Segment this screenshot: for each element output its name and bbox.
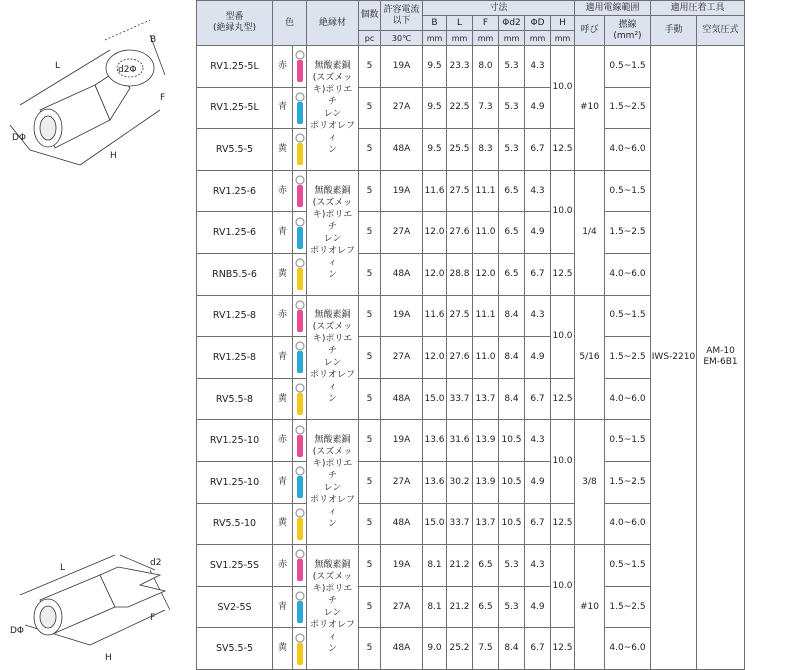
cell-F: 13.7: [473, 378, 499, 420]
header-wire-range: 適用電線範囲: [575, 1, 651, 16]
cell-color-swatch: [293, 170, 307, 212]
cell-B: 13.6: [423, 420, 447, 462]
label-d2: d2Φ: [118, 65, 137, 75]
label-D: DΦ: [12, 133, 27, 143]
cell-wire: 4.0~6.0: [605, 628, 651, 670]
cell-color-name: 赤: [273, 420, 293, 462]
cell-yobi: 5/16: [575, 295, 605, 420]
cell-D: 4.9: [525, 586, 551, 628]
cell-model: RV1.25-8: [197, 337, 273, 379]
cell-color-swatch: [293, 295, 307, 337]
cell-model: RV1.25-10: [197, 461, 273, 503]
insulation-line: ポリオレフィ: [310, 245, 355, 268]
insulation-line: ン: [327, 394, 337, 405]
cell-H: 12.5: [551, 129, 575, 171]
unit-B: mm: [423, 31, 447, 46]
terminal-thumbnail-icon: [294, 382, 306, 416]
cell-wire: 4.0~6.0: [605, 129, 651, 171]
header-current: 許容電流以下: [381, 1, 423, 31]
cell-wire: 1.5~2.5: [605, 212, 651, 254]
cell-d2: 10.5: [499, 461, 525, 503]
cell-qty: 5: [359, 461, 381, 503]
insulation-line: キ)ポリエチ: [312, 459, 353, 482]
label-F: F: [160, 93, 166, 103]
unit-F: mm: [473, 31, 499, 46]
cell-qty: 5: [359, 378, 381, 420]
cell-H: 10.0: [551, 545, 575, 628]
tool-air-line: AM-10: [706, 346, 735, 357]
cell-B: 8.1: [423, 545, 447, 587]
insulation-line: ン: [327, 519, 337, 530]
cell-H: 10.0: [551, 295, 575, 378]
header-tools: 適用圧着工具: [651, 1, 745, 16]
cell-insulation: [307, 170, 359, 295]
label-d2-spade: d2: [150, 558, 162, 568]
cell-D: 6.7: [525, 378, 551, 420]
cell-color-swatch: [293, 212, 307, 254]
cell-color-swatch: [293, 87, 307, 129]
cell-yobi: 3/8: [575, 420, 605, 545]
cell-qty: 5: [359, 337, 381, 379]
cell-d2: 6.5: [499, 212, 525, 254]
cell-yobi: #10: [575, 46, 605, 171]
cell-current: 19A: [381, 545, 423, 587]
cell-insulation: [307, 545, 359, 670]
cell-d2: 8.4: [499, 295, 525, 337]
cell-F: 12.0: [473, 253, 499, 295]
terminal-thumbnail-icon: [294, 132, 306, 166]
cell-current: 27A: [381, 586, 423, 628]
insulation-line: 無酸素銅: [314, 310, 351, 321]
label-B: B: [150, 35, 157, 45]
insulation-line: 無酸素銅: [314, 185, 351, 196]
insulation-line: レン: [323, 108, 342, 119]
cell-color-name: 青: [273, 337, 293, 379]
cell-H: 12.5: [551, 378, 575, 420]
label-H-spade: H: [105, 653, 112, 663]
insulation-line: (スズメッ: [312, 447, 353, 458]
cell-qty: 5: [359, 87, 381, 129]
cell-wire: 1.5~2.5: [605, 337, 651, 379]
cell-B: 13.6: [423, 461, 447, 503]
cell-wire: 0.5~1.5: [605, 295, 651, 337]
cell-wire: 0.5~1.5: [605, 545, 651, 587]
cell-D: 4.9: [525, 337, 551, 379]
cell-insulation: [307, 420, 359, 545]
cell-current: 27A: [381, 87, 423, 129]
cell-B: 12.0: [423, 337, 447, 379]
cell-model: SV2-5S: [197, 586, 273, 628]
cell-D: 4.3: [525, 295, 551, 337]
cell-L: 23.3: [447, 46, 473, 88]
cell-D: 6.7: [525, 628, 551, 670]
cell-L: 28.8: [447, 253, 473, 295]
header-H: H: [551, 16, 575, 31]
cell-F: 11.0: [473, 337, 499, 379]
cell-D: 4.9: [525, 461, 551, 503]
insulation-line: (スズメッ: [312, 322, 353, 333]
table-body: [197, 46, 745, 670]
cell-model: RV1.25-6: [197, 170, 273, 212]
insulation-line: レン: [323, 608, 342, 619]
cell-H: 10.0: [551, 46, 575, 129]
cell-color-swatch: [293, 586, 307, 628]
cell-color-name: 赤: [273, 545, 293, 587]
cell-color-swatch: [293, 253, 307, 295]
cell-d2: 5.3: [499, 545, 525, 587]
cell-current: 19A: [381, 295, 423, 337]
cell-qty: 5: [359, 503, 381, 545]
cell-L: 25.5: [447, 129, 473, 171]
cell-d2: 10.5: [499, 420, 525, 462]
cell-d2: 6.5: [499, 170, 525, 212]
cell-qty: 5: [359, 420, 381, 462]
cell-color-name: 黄: [273, 378, 293, 420]
cell-tool-air: [697, 46, 745, 670]
terminal-thumbnail-icon: [294, 49, 306, 83]
cell-color-name: 青: [273, 461, 293, 503]
insulation-line: (スズメッ: [312, 197, 353, 208]
terminal-thumbnail-icon: [294, 257, 306, 291]
cell-H: 10.0: [551, 420, 575, 503]
cell-wire: 0.5~1.5: [605, 170, 651, 212]
cell-color-swatch: [293, 503, 307, 545]
insulation-line: ポリオレフィ: [310, 495, 355, 518]
cell-D: 4.9: [525, 212, 551, 254]
cell-wire: 1.5~2.5: [605, 461, 651, 503]
terminal-thumbnail-icon: [294, 174, 306, 208]
cell-D: 6.7: [525, 503, 551, 545]
cell-B: 9.5: [423, 129, 447, 171]
insulation-line: (スズメッ: [312, 72, 353, 83]
cell-B: 12.0: [423, 253, 447, 295]
cell-L: 33.7: [447, 378, 473, 420]
cell-color-swatch: [293, 461, 307, 503]
cell-qty: 5: [359, 586, 381, 628]
cell-color-name: 黄: [273, 503, 293, 545]
cell-qty: 5: [359, 295, 381, 337]
cell-color-name: 青: [273, 87, 293, 129]
insulation-line: レン: [323, 233, 342, 244]
cell-model: RV5.5-8: [197, 378, 273, 420]
unit-H: mm: [551, 31, 575, 46]
cell-qty: 5: [359, 129, 381, 171]
header-d2: Φd2: [499, 16, 525, 31]
cell-F: 6.5: [473, 545, 499, 587]
insulation-line: レン: [323, 483, 342, 494]
terminal-thumbnail-icon: [294, 216, 306, 250]
cell-B: 11.6: [423, 295, 447, 337]
cell-model: RV5.5-5: [197, 129, 273, 171]
cell-L: 21.2: [447, 545, 473, 587]
cell-model: RNB5.5-6: [197, 253, 273, 295]
insulation-line: (スズメッ: [312, 572, 353, 583]
cell-d2: 8.4: [499, 337, 525, 379]
cell-wire: 4.0~6.0: [605, 503, 651, 545]
header-model: [197, 1, 273, 46]
cell-current: 48A: [381, 628, 423, 670]
header-wire: 撚線(mm²): [605, 16, 651, 46]
insulation-line: レン: [323, 358, 342, 369]
header-B: B: [423, 16, 447, 31]
cell-model: SV5.5-5: [197, 628, 273, 670]
cell-color-name: 赤: [273, 170, 293, 212]
cell-B: 8.1: [423, 586, 447, 628]
insulation-line: キ)ポリエチ: [312, 84, 353, 107]
cell-qty: 5: [359, 170, 381, 212]
terminal-thumbnail-icon: [294, 340, 306, 374]
cell-L: 22.5: [447, 87, 473, 129]
cell-F: 13.7: [473, 503, 499, 545]
insulation-line: キ)ポリエチ: [312, 584, 353, 607]
cell-H: 12.5: [551, 503, 575, 545]
cell-insulation: [307, 46, 359, 171]
cell-B: 9.5: [423, 46, 447, 88]
cell-color-swatch: [293, 545, 307, 587]
cell-current: 48A: [381, 503, 423, 545]
cell-color-name: 青: [273, 586, 293, 628]
cell-qty: 5: [359, 46, 381, 88]
cell-tool-manual: IWS-2210: [651, 46, 697, 670]
label-L: L: [55, 61, 61, 71]
cell-model: SV1.25-5S: [197, 545, 273, 587]
cell-B: 12.0: [423, 212, 447, 254]
cell-L: 31.6: [447, 420, 473, 462]
cell-L: 21.2: [447, 586, 473, 628]
cell-color-name: 赤: [273, 46, 293, 88]
cell-model: RV5.5-10: [197, 503, 273, 545]
cell-F: 7.3: [473, 87, 499, 129]
cell-wire: 4.0~6.0: [605, 378, 651, 420]
cell-qty: 5: [359, 628, 381, 670]
header-model-line2: (絶縁丸型): [212, 23, 257, 33]
header-model-line1: 型番: [225, 12, 244, 22]
cell-D: 4.3: [525, 46, 551, 88]
insulation-line: ン: [327, 644, 337, 655]
cell-B: 9.0: [423, 628, 447, 670]
cell-qty: 5: [359, 545, 381, 587]
cell-d2: 6.5: [499, 253, 525, 295]
cell-yobi: 1/4: [575, 170, 605, 295]
cell-F: 8.3: [473, 129, 499, 171]
cell-color-swatch: [293, 337, 307, 379]
cell-model: RV1.25-8: [197, 295, 273, 337]
header-yobi: 呼び: [575, 16, 605, 46]
spec-table: [196, 0, 745, 670]
cell-B: 9.5: [423, 87, 447, 129]
unit-d2: mm: [499, 31, 525, 46]
cell-F: 8.0: [473, 46, 499, 88]
cell-B: 15.0: [423, 378, 447, 420]
header-insulation: 絶縁材: [307, 1, 359, 46]
cell-H: 12.5: [551, 628, 575, 670]
cell-H: 12.5: [551, 253, 575, 295]
spade-terminal-diagram: [0, 515, 200, 670]
cell-L: 25.2: [447, 628, 473, 670]
cell-color-name: 黄: [273, 253, 293, 295]
insulation-line: キ)ポリエチ: [312, 334, 353, 357]
header-L: L: [447, 16, 473, 31]
insulation-line: 無酸素銅: [314, 60, 351, 71]
cell-model: RV1.25-5L: [197, 87, 273, 129]
cell-current: 19A: [381, 420, 423, 462]
cell-color-name: 赤: [273, 295, 293, 337]
cell-insulation: [307, 295, 359, 420]
terminal-thumbnail-icon: [294, 507, 306, 541]
label-D-spade: DΦ: [10, 626, 25, 636]
insulation-line: ン: [327, 269, 337, 280]
cell-qty: 5: [359, 212, 381, 254]
insulation-line: 無酸素銅: [314, 560, 351, 571]
cell-model: RV1.25-6: [197, 212, 273, 254]
header-qty-unit: pc: [359, 31, 381, 46]
cell-wire: 1.5~2.5: [605, 87, 651, 129]
cell-d2: 10.5: [499, 503, 525, 545]
label-H: H: [110, 151, 117, 161]
cell-d2: 8.4: [499, 628, 525, 670]
cell-D: 4.9: [525, 87, 551, 129]
cell-wire: 0.5~1.5: [605, 420, 651, 462]
cell-d2: 5.3: [499, 87, 525, 129]
cell-L: 27.5: [447, 170, 473, 212]
cell-color-name: 黄: [273, 628, 293, 670]
header-color: 色: [273, 1, 307, 46]
cell-D: 6.7: [525, 253, 551, 295]
insulation-line: ポリオレフィ: [310, 370, 355, 393]
cell-wire: 1.5~2.5: [605, 586, 651, 628]
label-F-spade: F: [150, 613, 156, 623]
cell-current: 48A: [381, 253, 423, 295]
header-tool-manual: 手動: [651, 16, 697, 46]
cell-current: 48A: [381, 378, 423, 420]
cell-d2: 5.3: [499, 46, 525, 88]
cell-F: 13.9: [473, 420, 499, 462]
cell-L: 27.6: [447, 337, 473, 379]
cell-H: 10.0: [551, 170, 575, 253]
cell-B: 15.0: [423, 503, 447, 545]
cell-F: 7.5: [473, 628, 499, 670]
cell-qty: 5: [359, 253, 381, 295]
header-tool-air: 空気圧式: [697, 16, 745, 46]
header-current-unit: 30℃: [381, 31, 423, 46]
header-F: F: [473, 16, 499, 31]
cell-current: 27A: [381, 461, 423, 503]
cell-D: 4.3: [525, 545, 551, 587]
cell-L: 27.5: [447, 295, 473, 337]
cell-wire: 0.5~1.5: [605, 46, 651, 88]
ring-terminal-diagram: [0, 0, 200, 210]
cell-color-name: 黄: [273, 129, 293, 171]
cell-B: 11.6: [423, 170, 447, 212]
terminal-thumbnail-icon: [294, 91, 306, 125]
cell-F: 11.1: [473, 295, 499, 337]
cell-d2: 8.4: [499, 378, 525, 420]
cell-model: RV1.25-10: [197, 420, 273, 462]
cell-color-swatch: [293, 628, 307, 670]
cell-L: 30.2: [447, 461, 473, 503]
cell-F: 11.0: [473, 212, 499, 254]
cell-D: 4.3: [525, 420, 551, 462]
cell-L: 33.7: [447, 503, 473, 545]
cell-current: 48A: [381, 129, 423, 171]
insulation-line: 無酸素銅: [314, 435, 351, 446]
cell-F: 6.5: [473, 586, 499, 628]
terminal-thumbnail-icon: [294, 465, 306, 499]
cell-current: 27A: [381, 337, 423, 379]
terminal-thumbnail-icon: [294, 590, 306, 624]
label-L-spade: L: [60, 563, 66, 573]
insulation-line: ン: [327, 144, 337, 155]
cell-d2: 5.3: [499, 129, 525, 171]
insulation-line: ポリオレフィ: [310, 120, 355, 143]
header-D: ΦD: [525, 16, 551, 31]
cell-L: 27.6: [447, 212, 473, 254]
insulation-line: ポリオレフィ: [310, 620, 355, 643]
cell-d2: 5.3: [499, 586, 525, 628]
cell-color-swatch: [293, 129, 307, 171]
unit-L: mm: [447, 31, 473, 46]
terminal-thumbnail-icon: [294, 424, 306, 458]
tool-air-line: EM-6B1: [703, 357, 738, 368]
cell-color-name: 青: [273, 212, 293, 254]
cell-wire: 4.0~6.0: [605, 253, 651, 295]
cell-D: 6.7: [525, 129, 551, 171]
terminal-thumbnail-icon: [294, 299, 306, 333]
cell-color-swatch: [293, 378, 307, 420]
header-qty: 個数: [359, 1, 381, 31]
cell-current: 19A: [381, 46, 423, 88]
cell-color-swatch: [293, 46, 307, 88]
cell-F: 13.9: [473, 461, 499, 503]
cell-current: 27A: [381, 212, 423, 254]
cell-F: 11.1: [473, 170, 499, 212]
cell-model: RV1.25-5L: [197, 46, 273, 88]
unit-D: mm: [525, 31, 551, 46]
cell-color-swatch: [293, 420, 307, 462]
table-row: [197, 46, 745, 88]
cell-current: 19A: [381, 170, 423, 212]
cell-yobi: #10: [575, 545, 605, 670]
insulation-line: キ)ポリエチ: [312, 209, 353, 232]
terminal-thumbnail-icon: [294, 632, 306, 666]
terminal-thumbnail-icon: [294, 548, 306, 582]
cell-D: 4.3: [525, 170, 551, 212]
header-dims: 寸法: [423, 1, 575, 16]
